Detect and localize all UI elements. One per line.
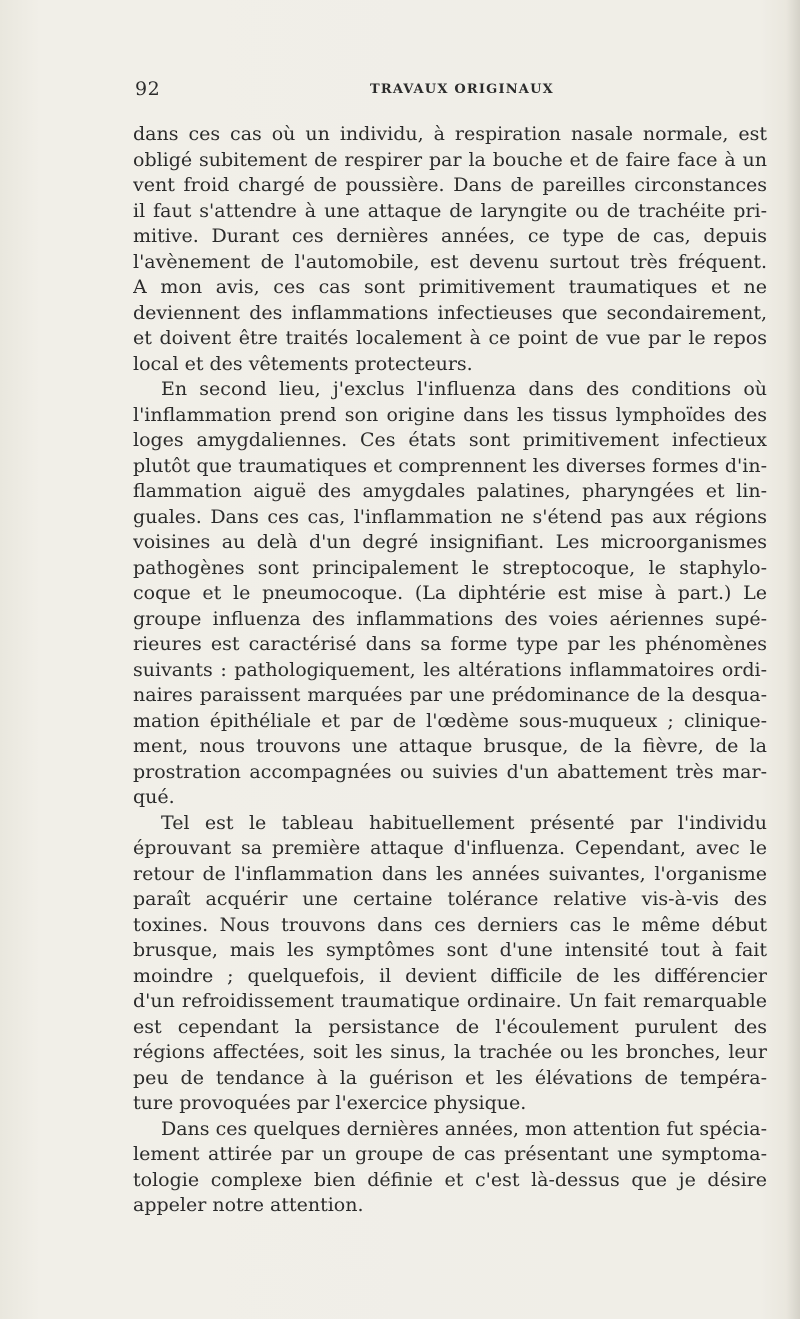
text-line: l'inflammation prend son origine dans les tissus lymphoïdes des <box>133 403 767 426</box>
text-line: lement attirée par un groupe de cas présentant une symptoma- <box>133 1143 767 1165</box>
text-line: suivants : pathologiquement, les altérations inflammatoires ordi- <box>133 658 767 681</box>
text-line: plutôt que traumatiques et comprennent les diverses formes d'in- <box>133 454 767 477</box>
paragraph <box>133 122 767 377</box>
paragraph <box>133 377 767 811</box>
page-edge-shadow <box>786 0 800 1319</box>
text-line: mitive. Durant ces dernières années, ce type de cas, depuis <box>133 225 767 247</box>
text-line: toxines. Nous trouvons dans ces derniers cas le même début <box>133 913 767 936</box>
text-line: il faut s'attendre à une attaque de laryngite ou de trachéite pri- <box>133 199 767 222</box>
text-line: pathogènes sont principalement le streptocoque, le staphylo- <box>133 556 767 579</box>
text-line: brusque, mais les symptômes sont d'une intensité tout à fait <box>133 939 767 961</box>
text-line: deviennent des inflammations infectieuses que secondairement, <box>133 301 767 324</box>
text-line: appeler notre attention. <box>133 1194 364 1216</box>
text-line: ment, nous trouvons une attaque brusque, de la fièvre, de la <box>133 735 767 757</box>
text-line: paraît acquérir une certaine tolérance relative vis-à-vis des <box>133 888 767 910</box>
text-line: qué. <box>133 786 175 808</box>
text-line: retour de l'inflammation dans les années suivantes, l'organisme <box>133 862 767 885</box>
text-line: moindre ; quelquefois, il devient difficile de les différencier <box>133 964 767 987</box>
page-number: 92 <box>135 78 161 100</box>
text-line: dans ces cas où un individu, à respiration nasale normale, est <box>133 123 767 145</box>
page-header <box>135 78 765 102</box>
text-line: A mon avis, ces cas sont primitivement traumatiques et ne <box>133 276 767 298</box>
text-line: l'avènement de l'automobile, est devenu surtout très fréquent. <box>133 250 767 273</box>
running-title: TRAVAUX ORIGINAUX <box>370 82 554 97</box>
text-line: local et des vêtements protecteurs. <box>133 352 473 375</box>
text-line: coque et le pneumocoque. (La diphtérie est mise à part.) Le <box>133 582 767 604</box>
text-line: mation épithéliale et par de l'œdème sous-muqueux ; clinique- <box>133 709 767 732</box>
text-line: ture provoquées par l'exercice physique. <box>133 1092 527 1114</box>
text-line: régions affectées, soit les sinus, la trachée ou les bronches, leur <box>133 1041 767 1063</box>
text-line: groupe influenza des inflammations des voies aériennes supé- <box>133 607 767 630</box>
text-line: prostration accompagnées ou suivies d'un abattement très mar- <box>133 760 767 783</box>
text-line: tologie complexe bien définie et c'est là-dessus que je désire <box>133 1168 767 1191</box>
text-line: et doivent être traités localement à ce point de vue par le repos <box>133 327 767 349</box>
text-line: loges amygdaliennes. Ces états sont primitivement infectieux <box>133 429 767 451</box>
text-line: éprouvant sa première attaque d'influenza. Cependant, avec le <box>133 837 767 859</box>
text-line: vent froid chargé de poussière. Dans de pareilles circonstances <box>133 174 767 196</box>
text-line: naires paraissent marquées par une prédominance de la desqua- <box>133 684 767 706</box>
text-line: flammation aiguë des amygdales palatines, pharyngées et lin- <box>133 480 767 502</box>
text-line: Tel est le tableau habituellement présenté par l'individu <box>161 811 767 834</box>
text-line: Dans ces quelques dernières années, mon attention fut spécia- <box>161 1117 767 1140</box>
paragraph <box>133 811 767 1117</box>
text-line: peu de tendance à la guérison et les élévations de tempéra- <box>133 1066 767 1089</box>
text-line: d'un refroidissement traumatique ordinaire. Un fait remarquable <box>133 990 767 1012</box>
paragraph <box>133 1117 767 1219</box>
body-text <box>133 122 767 1219</box>
text-line: rieures est caractérisé dans sa forme type par les phénomènes <box>133 633 767 655</box>
text-line: obligé subitement de respirer par la bouche et de faire face à un <box>133 148 767 171</box>
text-line: voisines au delà d'un degré insignifiant. Les microorganismes <box>133 531 767 553</box>
text-line: guales. Dans ces cas, l'inflammation ne s'étend pas aux régions <box>133 505 767 528</box>
text-line: En second lieu, j'exclus l'influenza dans des conditions où <box>161 378 767 400</box>
text-line: est cependant la persistance de l'écoulement purulent des <box>133 1015 767 1038</box>
